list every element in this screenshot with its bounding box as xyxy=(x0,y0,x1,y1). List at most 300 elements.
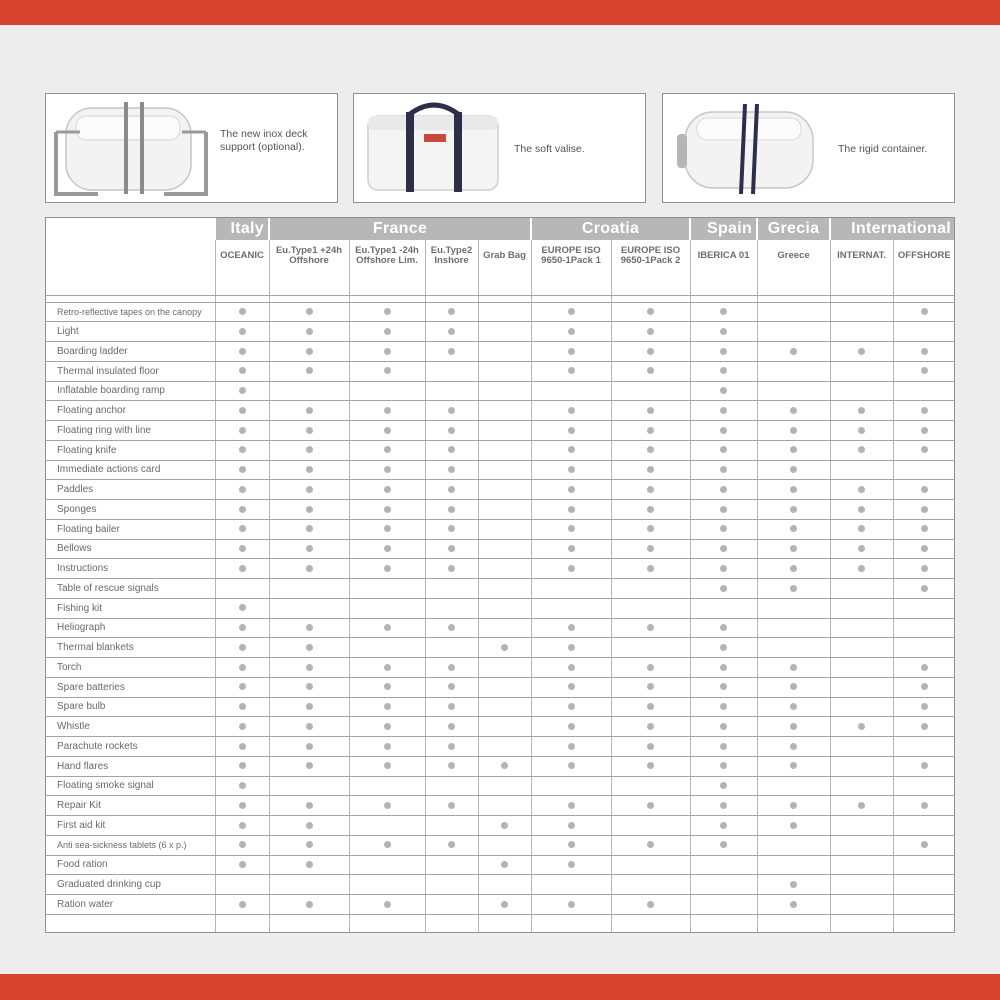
included-dot-icon xyxy=(568,506,575,513)
availability-cell xyxy=(425,440,478,460)
included-dot-icon xyxy=(720,565,727,572)
included-dot-icon xyxy=(306,348,313,355)
included-dot-icon xyxy=(306,743,313,750)
included-dot-icon xyxy=(448,446,455,453)
availability-cell xyxy=(349,658,425,678)
photo-panel-rigid-container xyxy=(662,93,955,203)
availability-cell xyxy=(531,421,611,441)
included-dot-icon xyxy=(239,367,246,374)
availability-cell xyxy=(349,480,425,500)
feature-label: Thermal insulated floor xyxy=(46,361,215,381)
availability-cell xyxy=(830,855,893,875)
feature-label: Light xyxy=(46,322,215,342)
included-dot-icon xyxy=(384,446,391,453)
included-dot-icon xyxy=(647,506,654,513)
included-dot-icon xyxy=(858,348,865,355)
availability-cell xyxy=(425,361,478,381)
availability-cell xyxy=(690,381,757,401)
feature-label: Table of rescue signals xyxy=(46,579,215,599)
availability-cell xyxy=(757,440,830,460)
included-dot-icon xyxy=(384,328,391,335)
model-header-line: 9650-1Pack 1 xyxy=(541,255,601,266)
included-dot-icon xyxy=(448,525,455,532)
included-dot-icon xyxy=(448,348,455,355)
included-dot-icon xyxy=(306,486,313,493)
included-dot-icon xyxy=(720,802,727,809)
feature-label: Floating bailer xyxy=(46,519,215,539)
included-dot-icon xyxy=(448,624,455,631)
availability-cell xyxy=(269,697,349,717)
table-row xyxy=(46,895,955,915)
included-dot-icon xyxy=(501,822,508,829)
availability-cell xyxy=(830,500,893,520)
feature-label: Hand flares xyxy=(46,756,215,776)
included-dot-icon xyxy=(647,466,654,473)
availability-cell xyxy=(893,717,955,737)
availability-cell xyxy=(425,796,478,816)
availability-cell xyxy=(478,598,531,618)
availability-cell xyxy=(611,342,690,362)
included-dot-icon xyxy=(858,802,865,809)
availability-cell xyxy=(611,381,690,401)
availability-cell xyxy=(478,816,531,836)
availability-cell xyxy=(893,737,955,757)
included-dot-icon xyxy=(306,525,313,532)
availability-cell xyxy=(349,895,425,915)
included-dot-icon xyxy=(921,723,928,730)
included-dot-icon xyxy=(647,901,654,908)
included-dot-icon xyxy=(720,486,727,493)
model-header xyxy=(425,240,478,272)
availability-cell xyxy=(690,717,757,737)
availability-cell xyxy=(893,697,955,717)
included-dot-icon xyxy=(921,348,928,355)
feature-label: Thermal blankets xyxy=(46,638,215,658)
country-header-spain: Spain xyxy=(690,218,757,240)
availability-cell xyxy=(830,598,893,618)
included-dot-icon xyxy=(384,703,391,710)
table-row xyxy=(46,638,955,658)
included-dot-icon xyxy=(384,802,391,809)
availability-cell xyxy=(690,559,757,579)
availability-cell xyxy=(690,579,757,599)
included-dot-icon xyxy=(720,644,727,651)
included-dot-icon xyxy=(384,683,391,690)
availability-cell xyxy=(215,302,269,322)
included-dot-icon xyxy=(858,723,865,730)
availability-cell xyxy=(893,401,955,421)
availability-cell xyxy=(690,322,757,342)
availability-cell xyxy=(611,519,690,539)
feature-label: Food ration xyxy=(46,855,215,875)
availability-cell xyxy=(269,539,349,559)
included-dot-icon xyxy=(921,762,928,769)
availability-cell xyxy=(757,875,830,895)
included-dot-icon xyxy=(720,822,727,829)
table-row xyxy=(46,361,955,381)
availability-cell xyxy=(349,381,425,401)
included-dot-icon xyxy=(448,683,455,690)
availability-cell xyxy=(757,895,830,915)
availability-cell xyxy=(269,895,349,915)
included-dot-icon xyxy=(239,683,246,690)
country-header-grecia: Grecia xyxy=(757,218,830,240)
included-dot-icon xyxy=(384,901,391,908)
availability-cell xyxy=(425,697,478,717)
table-row xyxy=(46,776,955,796)
availability-cell xyxy=(757,855,830,875)
availability-cell xyxy=(215,539,269,559)
model-header-row xyxy=(46,240,955,272)
feature-label: Fishing kit xyxy=(46,598,215,618)
availability-cell xyxy=(349,717,425,737)
availability-cell xyxy=(425,401,478,421)
availability-cell xyxy=(830,737,893,757)
included-dot-icon xyxy=(921,427,928,434)
included-dot-icon xyxy=(568,565,575,572)
included-dot-icon xyxy=(858,427,865,434)
availability-cell xyxy=(349,737,425,757)
availability-cell xyxy=(690,875,757,895)
availability-cell xyxy=(611,480,690,500)
model-header-line: Offshore xyxy=(289,255,329,266)
availability-cell xyxy=(611,835,690,855)
caption-rigid-container: The rigid container. xyxy=(838,143,928,155)
gap-row xyxy=(46,295,955,302)
included-dot-icon xyxy=(858,446,865,453)
included-dot-icon xyxy=(384,506,391,513)
availability-cell xyxy=(531,816,611,836)
availability-cell xyxy=(269,460,349,480)
included-dot-icon xyxy=(790,545,797,552)
included-dot-icon xyxy=(448,506,455,513)
table-row xyxy=(46,835,955,855)
included-dot-icon xyxy=(239,427,246,434)
availability-cell xyxy=(690,697,757,717)
availability-cell xyxy=(349,855,425,875)
availability-cell xyxy=(478,421,531,441)
availability-cell xyxy=(425,855,478,875)
availability-cell xyxy=(215,342,269,362)
availability-cell xyxy=(425,460,478,480)
availability-cell xyxy=(830,440,893,460)
included-dot-icon xyxy=(720,841,727,848)
availability-cell xyxy=(531,737,611,757)
included-dot-icon xyxy=(921,683,928,690)
availability-cell xyxy=(269,638,349,658)
availability-cell xyxy=(531,717,611,737)
table-row xyxy=(46,480,955,500)
availability-cell xyxy=(757,302,830,322)
availability-cell xyxy=(893,579,955,599)
included-dot-icon xyxy=(921,664,928,671)
availability-cell xyxy=(531,776,611,796)
model-header xyxy=(478,240,531,272)
included-dot-icon xyxy=(568,466,575,473)
availability-cell xyxy=(425,875,478,895)
availability-cell xyxy=(349,579,425,599)
included-dot-icon xyxy=(448,743,455,750)
included-dot-icon xyxy=(568,822,575,829)
availability-cell xyxy=(757,460,830,480)
availability-cell xyxy=(830,361,893,381)
included-dot-icon xyxy=(239,664,246,671)
included-dot-icon xyxy=(384,466,391,473)
availability-cell xyxy=(478,500,531,520)
included-dot-icon xyxy=(568,802,575,809)
included-dot-icon xyxy=(921,841,928,848)
feature-label: Inflatable boarding ramp xyxy=(46,381,215,401)
availability-cell xyxy=(269,835,349,855)
availability-cell xyxy=(349,598,425,618)
availability-cell xyxy=(690,618,757,638)
availability-cell xyxy=(893,756,955,776)
table-row xyxy=(46,855,955,875)
included-dot-icon xyxy=(306,683,313,690)
table-row xyxy=(46,598,955,618)
included-dot-icon xyxy=(448,427,455,434)
included-dot-icon xyxy=(858,565,865,572)
included-dot-icon xyxy=(384,743,391,750)
availability-cell xyxy=(757,776,830,796)
availability-cell xyxy=(478,658,531,678)
availability-cell xyxy=(690,460,757,480)
availability-cell xyxy=(478,539,531,559)
table-row xyxy=(46,756,955,776)
photo-panel-soft-valise xyxy=(353,93,646,203)
included-dot-icon xyxy=(720,782,727,789)
included-dot-icon xyxy=(921,565,928,572)
availability-cell xyxy=(757,697,830,717)
availability-cell xyxy=(830,460,893,480)
model-header xyxy=(893,240,955,272)
availability-cell xyxy=(349,519,425,539)
availability-cell xyxy=(425,381,478,401)
equipment-table xyxy=(45,217,955,933)
included-dot-icon xyxy=(921,506,928,513)
included-dot-icon xyxy=(720,446,727,453)
bottom-accent-band xyxy=(0,974,1000,1000)
availability-cell xyxy=(478,519,531,539)
availability-cell xyxy=(893,835,955,855)
model-header-line: EUROPE ISO xyxy=(620,245,681,256)
included-dot-icon xyxy=(448,486,455,493)
availability-cell xyxy=(893,677,955,697)
availability-cell xyxy=(611,855,690,875)
availability-cell xyxy=(425,756,478,776)
included-dot-icon xyxy=(720,348,727,355)
availability-cell xyxy=(215,677,269,697)
table-row xyxy=(46,440,955,460)
included-dot-icon xyxy=(720,624,727,631)
availability-cell xyxy=(269,855,349,875)
model-header xyxy=(531,240,611,272)
included-dot-icon xyxy=(306,723,313,730)
included-dot-icon xyxy=(448,308,455,315)
availability-cell xyxy=(893,855,955,875)
availability-cell xyxy=(349,638,425,658)
availability-cell xyxy=(478,342,531,362)
included-dot-icon xyxy=(790,822,797,829)
availability-cell xyxy=(611,816,690,836)
availability-cell xyxy=(531,756,611,776)
availability-cell xyxy=(830,579,893,599)
included-dot-icon xyxy=(239,624,246,631)
model-header-line: Grab Bag xyxy=(483,250,526,261)
availability-cell xyxy=(611,401,690,421)
included-dot-icon xyxy=(568,664,575,671)
feature-label: Retro-reflective tapes on the canopy xyxy=(46,302,215,322)
availability-cell xyxy=(690,519,757,539)
availability-cell xyxy=(830,677,893,697)
availability-cell xyxy=(611,618,690,638)
availability-cell xyxy=(269,717,349,737)
availability-cell xyxy=(757,559,830,579)
availability-cell xyxy=(690,756,757,776)
model-header-line: OFFSHORE xyxy=(897,250,951,261)
feature-label: Floating smoke signal xyxy=(46,776,215,796)
availability-cell xyxy=(830,559,893,579)
availability-cell xyxy=(611,895,690,915)
included-dot-icon xyxy=(790,565,797,572)
availability-cell xyxy=(215,500,269,520)
availability-cell xyxy=(757,737,830,757)
included-dot-icon xyxy=(647,348,654,355)
included-dot-icon xyxy=(568,743,575,750)
photo-panel-deck-support xyxy=(45,93,338,203)
availability-cell xyxy=(893,638,955,658)
availability-cell xyxy=(425,322,478,342)
country-header-row xyxy=(46,218,955,240)
availability-cell xyxy=(478,756,531,776)
availability-cell xyxy=(757,361,830,381)
included-dot-icon xyxy=(384,545,391,552)
rigid-container-icon xyxy=(663,94,833,202)
availability-cell xyxy=(830,658,893,678)
included-dot-icon xyxy=(858,486,865,493)
availability-cell xyxy=(478,618,531,638)
included-dot-icon xyxy=(306,328,313,335)
included-dot-icon xyxy=(448,407,455,414)
availability-cell xyxy=(215,480,269,500)
availability-cell xyxy=(611,322,690,342)
availability-cell xyxy=(757,579,830,599)
availability-cell xyxy=(425,658,478,678)
availability-cell xyxy=(531,480,611,500)
feature-label: Spare batteries xyxy=(46,677,215,697)
included-dot-icon xyxy=(858,545,865,552)
availability-cell xyxy=(269,816,349,836)
included-dot-icon xyxy=(384,367,391,374)
availability-cell xyxy=(269,796,349,816)
availability-cell xyxy=(893,658,955,678)
included-dot-icon xyxy=(790,348,797,355)
included-dot-icon xyxy=(448,466,455,473)
included-dot-icon xyxy=(568,861,575,868)
availability-cell xyxy=(611,440,690,460)
availability-cell xyxy=(349,756,425,776)
availability-cell xyxy=(215,322,269,342)
availability-cell xyxy=(269,480,349,500)
availability-cell xyxy=(269,776,349,796)
availability-cell xyxy=(269,401,349,421)
country-header-italy: Italy xyxy=(215,218,269,240)
feature-label: Instructions xyxy=(46,559,215,579)
availability-cell xyxy=(531,500,611,520)
availability-cell xyxy=(349,618,425,638)
availability-cell xyxy=(830,875,893,895)
included-dot-icon xyxy=(647,683,654,690)
table-row xyxy=(46,302,955,322)
availability-cell xyxy=(531,855,611,875)
included-dot-icon xyxy=(239,901,246,908)
model-header-line: INTERNAT. xyxy=(837,250,886,261)
included-dot-icon xyxy=(720,308,727,315)
included-dot-icon xyxy=(239,644,246,651)
included-dot-icon xyxy=(720,328,727,335)
availability-cell xyxy=(425,579,478,599)
availability-cell xyxy=(478,579,531,599)
included-dot-icon xyxy=(384,664,391,671)
availability-cell xyxy=(531,598,611,618)
availability-cell xyxy=(269,381,349,401)
availability-cell xyxy=(690,598,757,618)
availability-cell xyxy=(893,302,955,322)
feature-label: Repair Kit xyxy=(46,796,215,816)
availability-cell xyxy=(531,638,611,658)
included-dot-icon xyxy=(790,723,797,730)
included-dot-icon xyxy=(384,762,391,769)
table-row xyxy=(46,401,955,421)
country-header-croatia: Croatia xyxy=(531,218,690,240)
feature-label: Immediate actions card xyxy=(46,460,215,480)
included-dot-icon xyxy=(647,565,654,572)
included-dot-icon xyxy=(568,624,575,631)
included-dot-icon xyxy=(384,427,391,434)
included-dot-icon xyxy=(647,525,654,532)
included-dot-icon xyxy=(647,486,654,493)
included-dot-icon xyxy=(720,506,727,513)
availability-cell xyxy=(425,559,478,579)
model-header xyxy=(690,240,757,272)
included-dot-icon xyxy=(790,703,797,710)
availability-cell xyxy=(757,618,830,638)
included-dot-icon xyxy=(720,664,727,671)
availability-cell xyxy=(893,421,955,441)
included-dot-icon xyxy=(568,486,575,493)
availability-cell xyxy=(757,658,830,678)
included-dot-icon xyxy=(239,348,246,355)
included-dot-icon xyxy=(239,466,246,473)
availability-cell xyxy=(757,677,830,697)
availability-cell xyxy=(531,835,611,855)
availability-cell xyxy=(215,440,269,460)
included-dot-icon xyxy=(720,525,727,532)
included-dot-icon xyxy=(239,565,246,572)
included-dot-icon xyxy=(239,545,246,552)
included-dot-icon xyxy=(239,782,246,789)
availability-cell xyxy=(757,500,830,520)
table-row xyxy=(46,342,955,362)
availability-cell xyxy=(690,638,757,658)
model-header xyxy=(269,240,349,272)
availability-cell xyxy=(478,302,531,322)
corner-cell xyxy=(46,218,215,240)
included-dot-icon xyxy=(720,683,727,690)
availability-cell xyxy=(478,638,531,658)
feature-label: First aid kit xyxy=(46,816,215,836)
availability-cell xyxy=(215,895,269,915)
